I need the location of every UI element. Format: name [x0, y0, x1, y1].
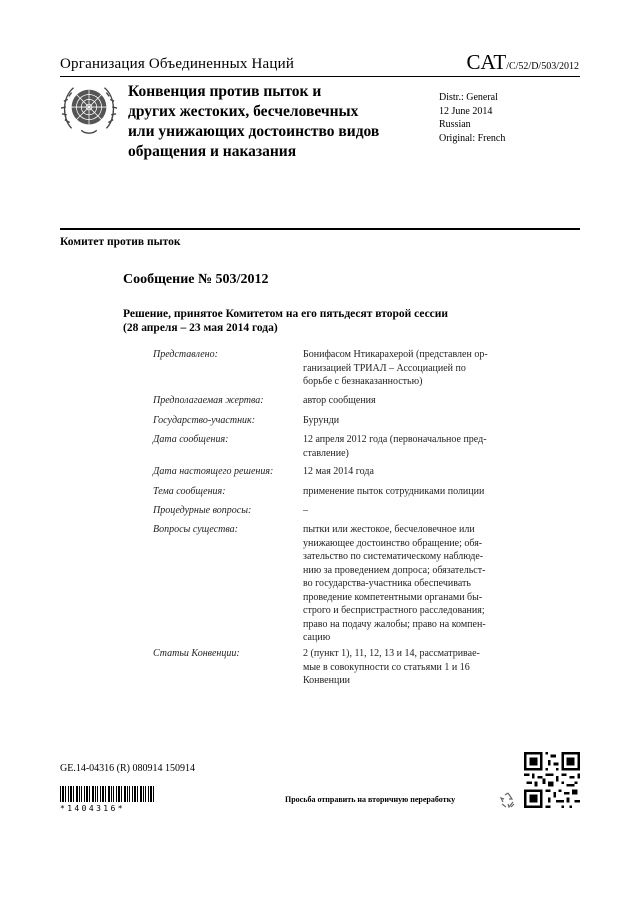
qr-code-icon: [524, 752, 580, 808]
symbol-rest: /C/52/D/503/2012: [506, 61, 579, 72]
field-value-submitted-by: [303, 348, 518, 389]
value-line: унижающее достоинство обращение; обя-: [303, 537, 483, 549]
field-label-date-of-decision: Дата настоящего решения:: [153, 466, 274, 477]
value-line: Конвенции: [303, 675, 351, 686]
value-line: применение пыток сотрудниками полиции: [303, 486, 485, 497]
field-label-state-party: Государство-участник:: [153, 415, 256, 426]
field-value-date-of-complaint: [303, 433, 518, 460]
value-line: пытки или жестокое, бесчеловечное или: [303, 524, 475, 535]
value-line: ганизацией ТРИАЛ – Ассоциацией по: [303, 362, 466, 374]
decision-line: Решение, принятое Комитетом на его пятьдесят второй сессии: [123, 308, 449, 320]
title-line: других жестоких, бесчеловечных: [128, 103, 359, 120]
field-value-state-party: [303, 414, 518, 428]
value-line: Бурунди: [303, 415, 340, 426]
value-line: нию за проведением допроса; обязательст-: [303, 564, 486, 576]
value-line: проведение компетентными органами бы-: [303, 591, 483, 603]
value-line: 2 (пункт 1), 11, 12, 13 и 14, рассматривае-: [303, 648, 480, 659]
value-line: Бонифасом Нтикарахерой (представлен ор-: [303, 349, 488, 360]
decision-heading: [123, 307, 543, 335]
field-label-substantive-issues: Вопросы существа:: [153, 524, 238, 535]
organization-name: Организация Объединенных Наций: [60, 56, 295, 72]
value-line: строго и беспристрастного расследования;: [303, 605, 485, 616]
field-value-date-of-decision: [303, 465, 518, 479]
value-line: мые в совокупности со статьями 1 и 16: [303, 661, 470, 673]
field-label-subject-matter: Тема сообщения:: [153, 486, 226, 497]
field-label-articles: Статьи Конвенции:: [153, 648, 240, 659]
convention-title: [128, 82, 428, 162]
distr-line: Original: French: [439, 132, 506, 144]
field-value-substantive-issues: [303, 523, 518, 645]
barcode-icon: [60, 786, 154, 802]
title-line: или унижающих достоинство видов: [128, 123, 380, 140]
distr-line: 12 June 2014: [439, 105, 493, 117]
value-line: –: [303, 505, 308, 516]
field-value-articles: [303, 647, 518, 688]
un-emblem-icon: [60, 80, 118, 138]
title-line: обращения и наказания: [128, 143, 297, 160]
field-label-submitted-by: Представлено:: [153, 349, 218, 360]
field-value-subject-matter: [303, 485, 518, 499]
committee-name: Комитет против пыток: [60, 236, 181, 248]
value-line: ставление): [303, 447, 349, 459]
recycle-icon: [498, 790, 518, 810]
distr-line: Russian: [439, 119, 471, 130]
value-line: во государства-участника обеспечивать: [303, 578, 471, 589]
barcode-number: *1404316*: [60, 804, 125, 813]
value-line: 12 апреля 2012 года (первоначальное пред-: [303, 434, 487, 445]
symbol-main: CAT: [466, 50, 507, 74]
communication-title: Сообщение № 503/2012: [123, 272, 269, 287]
decision-line: (28 апреля – 23 мая 2014 года): [123, 322, 278, 334]
field-label-alleged-victim: Предполагаемая жертва:: [153, 395, 264, 406]
value-line: зательство по систематическому наблюде-: [303, 551, 484, 562]
document-symbol: [467, 50, 579, 75]
distr-line: Distr.: General: [439, 92, 498, 103]
title-line: Конвенция против пыток и: [128, 83, 322, 100]
field-label-date-of-complaint: Дата сообщения:: [153, 434, 229, 445]
field-label-procedural-issues: Процедурные вопросы:: [153, 505, 252, 516]
distribution-block: [439, 91, 505, 145]
value-line: борьбе с безнаказанностью): [303, 376, 423, 387]
field-value-alleged-victim: [303, 394, 518, 408]
value-line: право на подачу жалобы; право на компен-: [303, 618, 486, 630]
value-line: автор сообщения: [303, 395, 376, 406]
value-line: 12 мая 2014 года: [303, 466, 374, 477]
field-value-procedural-issues: [303, 504, 518, 518]
header-rule: [60, 76, 580, 77]
job-number: GE.14-04316 (R) 080914 150914: [60, 763, 195, 774]
recycle-note: Просьба отправить на вторичную переработку: [285, 795, 456, 804]
title-rule: [60, 228, 580, 230]
value-line: сацию: [303, 632, 331, 643]
